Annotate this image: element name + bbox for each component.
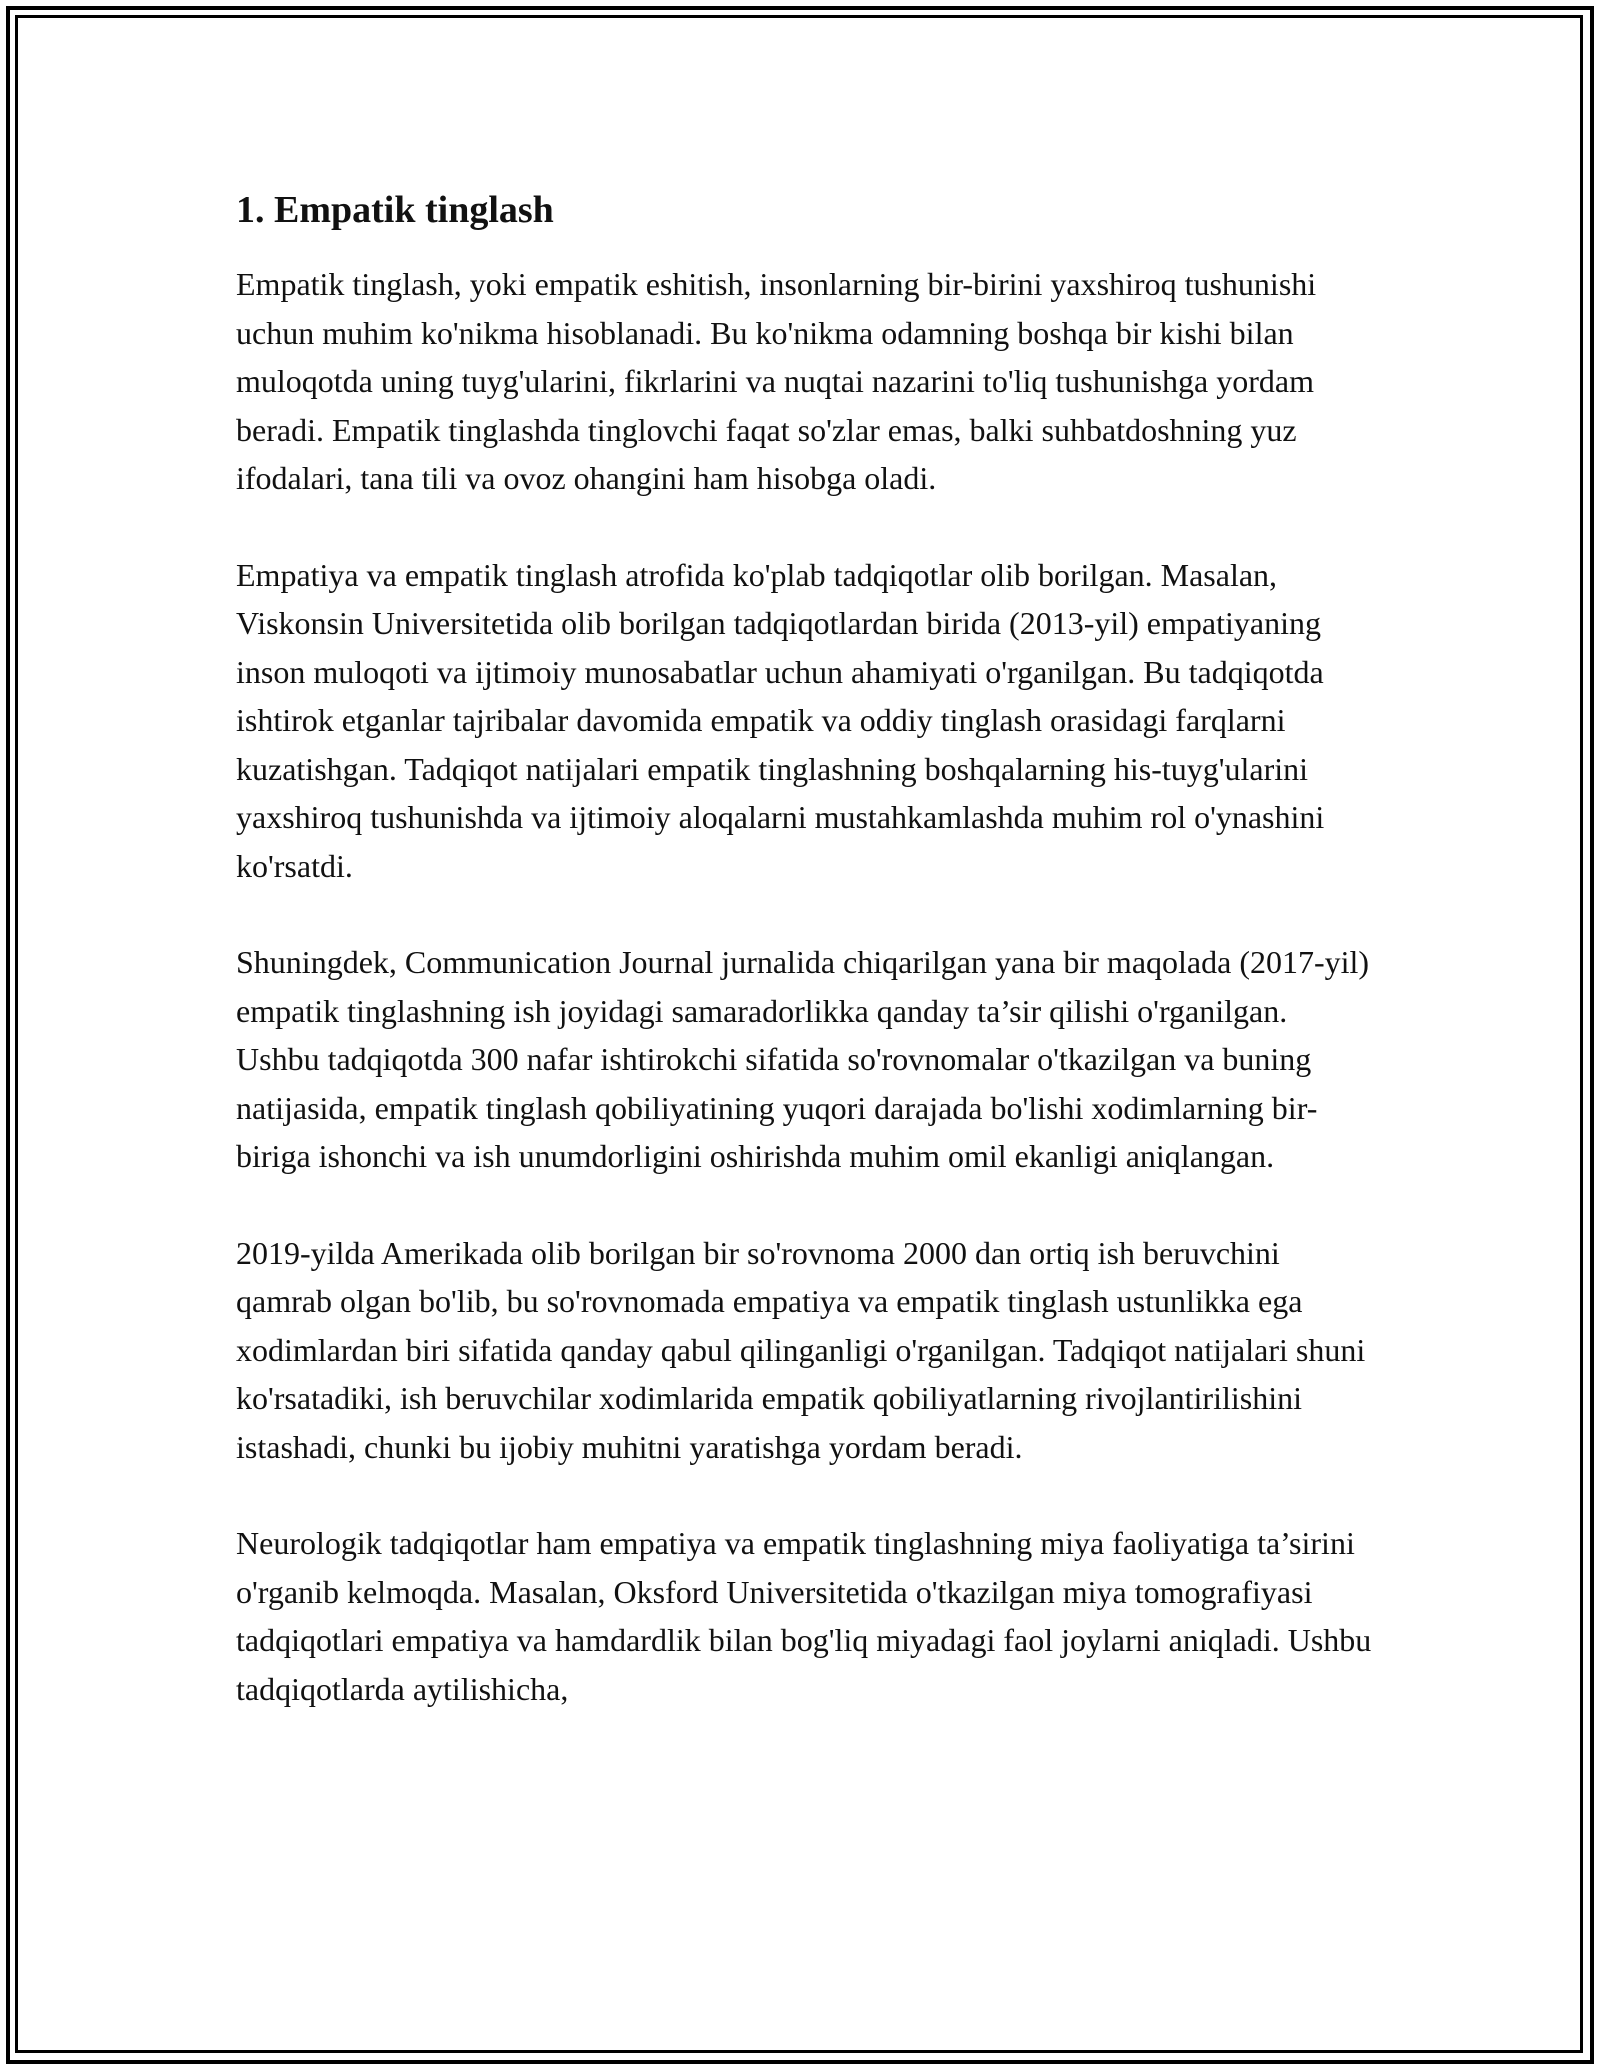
paragraph-1: Empatik tinglash, yoki empatik eshitish, insonlarning bir-birini yaxshiroq tushunishi uchun muhim ko'nikma hisoblanadi. Bu ko'nikma odamning boshqa bir kishi bilan muloqotda uning tuyg'ularini, fikrlarini va nuqtai nazarini to'liq tushunishga yordam beradi. Empatik tinglashda tinglovchi faqat so'zlar emas, balki suhbatdoshning yuz ifodalari, tana tili va ovoz ohangini ham hisobga oladi. xyxy=(236,266,1317,496)
paragraph-2: Empatiya va empatik tinglash atrofida ko'plab tadqiqotlar olib borilgan. Masalan, Viskonsin Universitetida olib borilgan tadqiqotlardan birida (2013-yil) empatiyaning inson muloqoti va ijtimoiy munosabatlar uchun ahamiyati o'rganilgan. Bu tadqiqotda ishtirok etganlar tajribalar davomida empatik va oddiy tinglash orasidagi farqlarni kuzatishgan. Tadqiqot natijalari empatik tinglashning boshqalarning his-tuyg'ularini yaxshiroq tushunishda va ijtimoiy aloqalarni mustahkamlashda muhim rol o'ynashini ko'rsatdi. xyxy=(236,556,1325,884)
paragraph-3: Shuningdek, Communication Journal jurnalida chiqarilgan yana bir maqolada (2017-yil) empatik tinglashning ish joyidagi samaradorlikka qanday ta’sir qilishi o'rganilgan. Ushbu tadqiqotda 300 nafar ishtirokchi sifatida so'rovnomalar o'tkazilgan va buning natijasida, empatik tinglash qobiliyatining yuqori darajada bo'lishi xodimlarning bir-biriga ishonchi va ish unumdorligini oshirishda muhim omil ekanligi aniqlangan. xyxy=(236,944,1370,1174)
section-heading: 1. Empatik tinglash xyxy=(236,189,554,231)
paragraph-4: 2019-yilda Amerikada olib borilgan bir so'rovnoma 2000 dan ortiq ish beruvchini qamrab olgan bo'lib, bu so'rovnomada empatiya va empatik tinglash ustunlikka ega xodimlardan biri sifatida qanday qabul qilinganligi o'rganilgan. Tadqiqot natijalari shuni ko'rsatadiki, ish beruvchilar xodimlarida empatik qobiliyatlarning rivojlantirilishini istashadi, chunki bu ijobiy muhitni yaratishga yordam beradi. xyxy=(236,1234,1366,1465)
document-body xyxy=(236,186,1376,1761)
paragraph-5: Neurologik tadqiqotlar ham empatiya va empatik tinglashning miya faoliyatiga ta’sirini o'rganib kelmoqda. Masalan, Oksford Universitetida o'tkazilgan miya tomografiyasi tadqiqotlari empatiya va hamdardlik bilan bog'liq miyadagi faol joylarni aniqladi. Ushbu tadqiqotlarda aytilishicha, xyxy=(236,1525,1372,1707)
